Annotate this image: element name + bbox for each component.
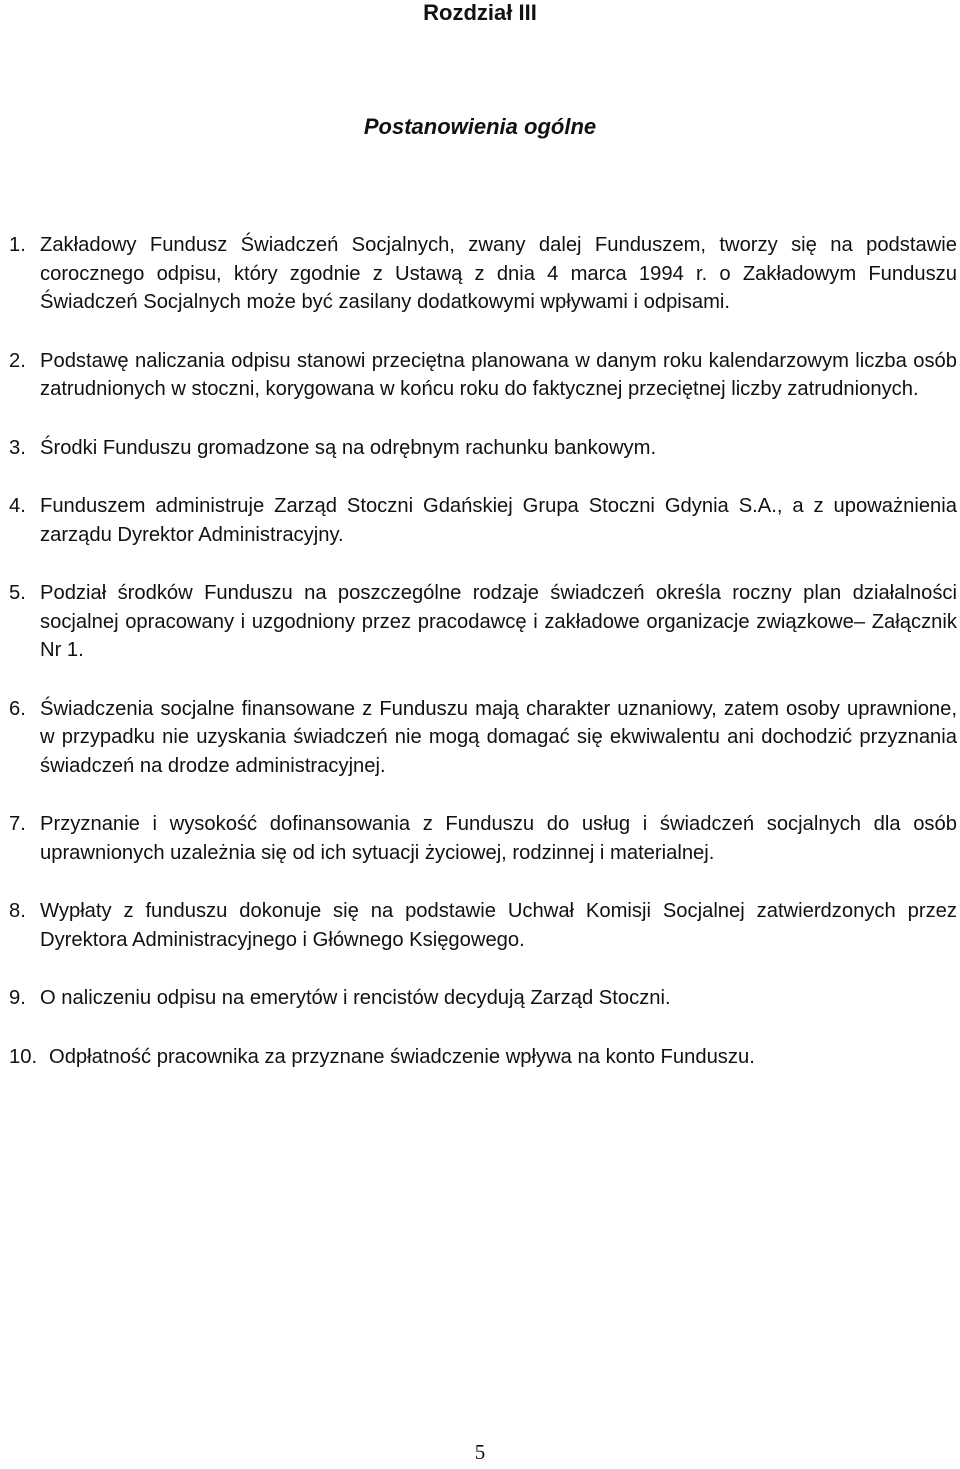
item-number: 2. — [9, 349, 26, 372]
list-item — [0, 347, 960, 404]
list-item — [0, 434, 960, 463]
item-number: 4. — [9, 495, 26, 517]
item-text: Funduszem administruje Zarząd Stoczni Gdańskiej Grupa Stoczni Gdynia S.A., a z upoważnienia zarządu Dyrektor Administracyjny. — [40, 495, 957, 546]
item-number: 6. — [9, 697, 26, 720]
item-number: 5. — [9, 582, 26, 604]
list-item — [0, 1043, 960, 1072]
item-text: Świadczenia socjalne finansowane z Funduszu mają charakter uznaniowy, zatem osoby uprawnione, w przypadku nie uzyskania świadczeń nie mogą domagać się ekwiwalentu ani dochodzić przyznania świadczeń na drodze administracyjnej. — [40, 697, 957, 777]
chapter-subtitle: Postanowienia ogólne — [363, 114, 597, 139]
item-text: Zakładowy Fundusz Świadczeń Socjalnych, zwany dalej Funduszem, tworzy się na podstawie corocznego odpisu, który zgodnie z Ustawą z dnia 4 marca 1994 r. o Zakładowym Funduszu Świadczeń Socjalnych może być zasilany dodatkowymi wpływami i odpisami. — [40, 234, 957, 313]
list-item — [0, 492, 960, 549]
item-text: Podstawę naliczania odpisu stanowi przeciętna planowana w danym roku kalendarzowym liczba osób zatrudnionych w stoczni, korygowana w końcu roku do faktycznej przeciętnej liczby zatrudnionych. — [40, 349, 957, 400]
item-text: O naliczeniu odpisu na emerytów i rencistów decydują Zarząd Stoczni. — [40, 987, 671, 1009]
item-text: Odpłatność pracownika za przyznane świadczenie wpływa na konto Funduszu. — [49, 1045, 755, 1068]
item-number: 9. — [9, 987, 26, 1009]
item-number: 1. — [9, 234, 26, 256]
provisions-list — [0, 231, 960, 1101]
item-number: 3. — [9, 436, 26, 459]
list-item — [0, 897, 960, 954]
list-item — [0, 231, 960, 317]
list-item — [0, 579, 960, 665]
chapter-title: Rozdział III — [423, 0, 537, 25]
list-item — [0, 984, 960, 1013]
item-text: Środki Funduszu gromadzone są na odrębnym rachunku bankowym. — [40, 436, 657, 459]
item-number: 10. — [9, 1045, 38, 1068]
page-number: 5 — [474, 1440, 486, 1464]
item-text: Podział środków Funduszu na poszczególne rodzaje świadczeń określa roczny plan działalności socjalnej opracowany i uzgodniony przez pracodawcę i zakładowe organizacje związkowe– Załącznik Nr 1. — [40, 582, 957, 661]
item-text: Przyznanie i wysokość dofinansowania z Funduszu do usług i świadczeń socjalnych dla osób uprawnionych uzależnia się od ich sytuacji życiowej, rodzinnej i materialnej. — [40, 813, 957, 864]
list-item — [0, 810, 960, 867]
item-text: Wypłaty z funduszu dokonuje się na podstawie Uchwał Komisji Socjalnej zatwierdzonych przez Dyrektora Administracyjnego i Głównego Księgowego. — [40, 900, 957, 951]
list-item — [0, 695, 960, 781]
item-number: 7. — [9, 813, 26, 835]
item-number: 8. — [9, 900, 26, 922]
